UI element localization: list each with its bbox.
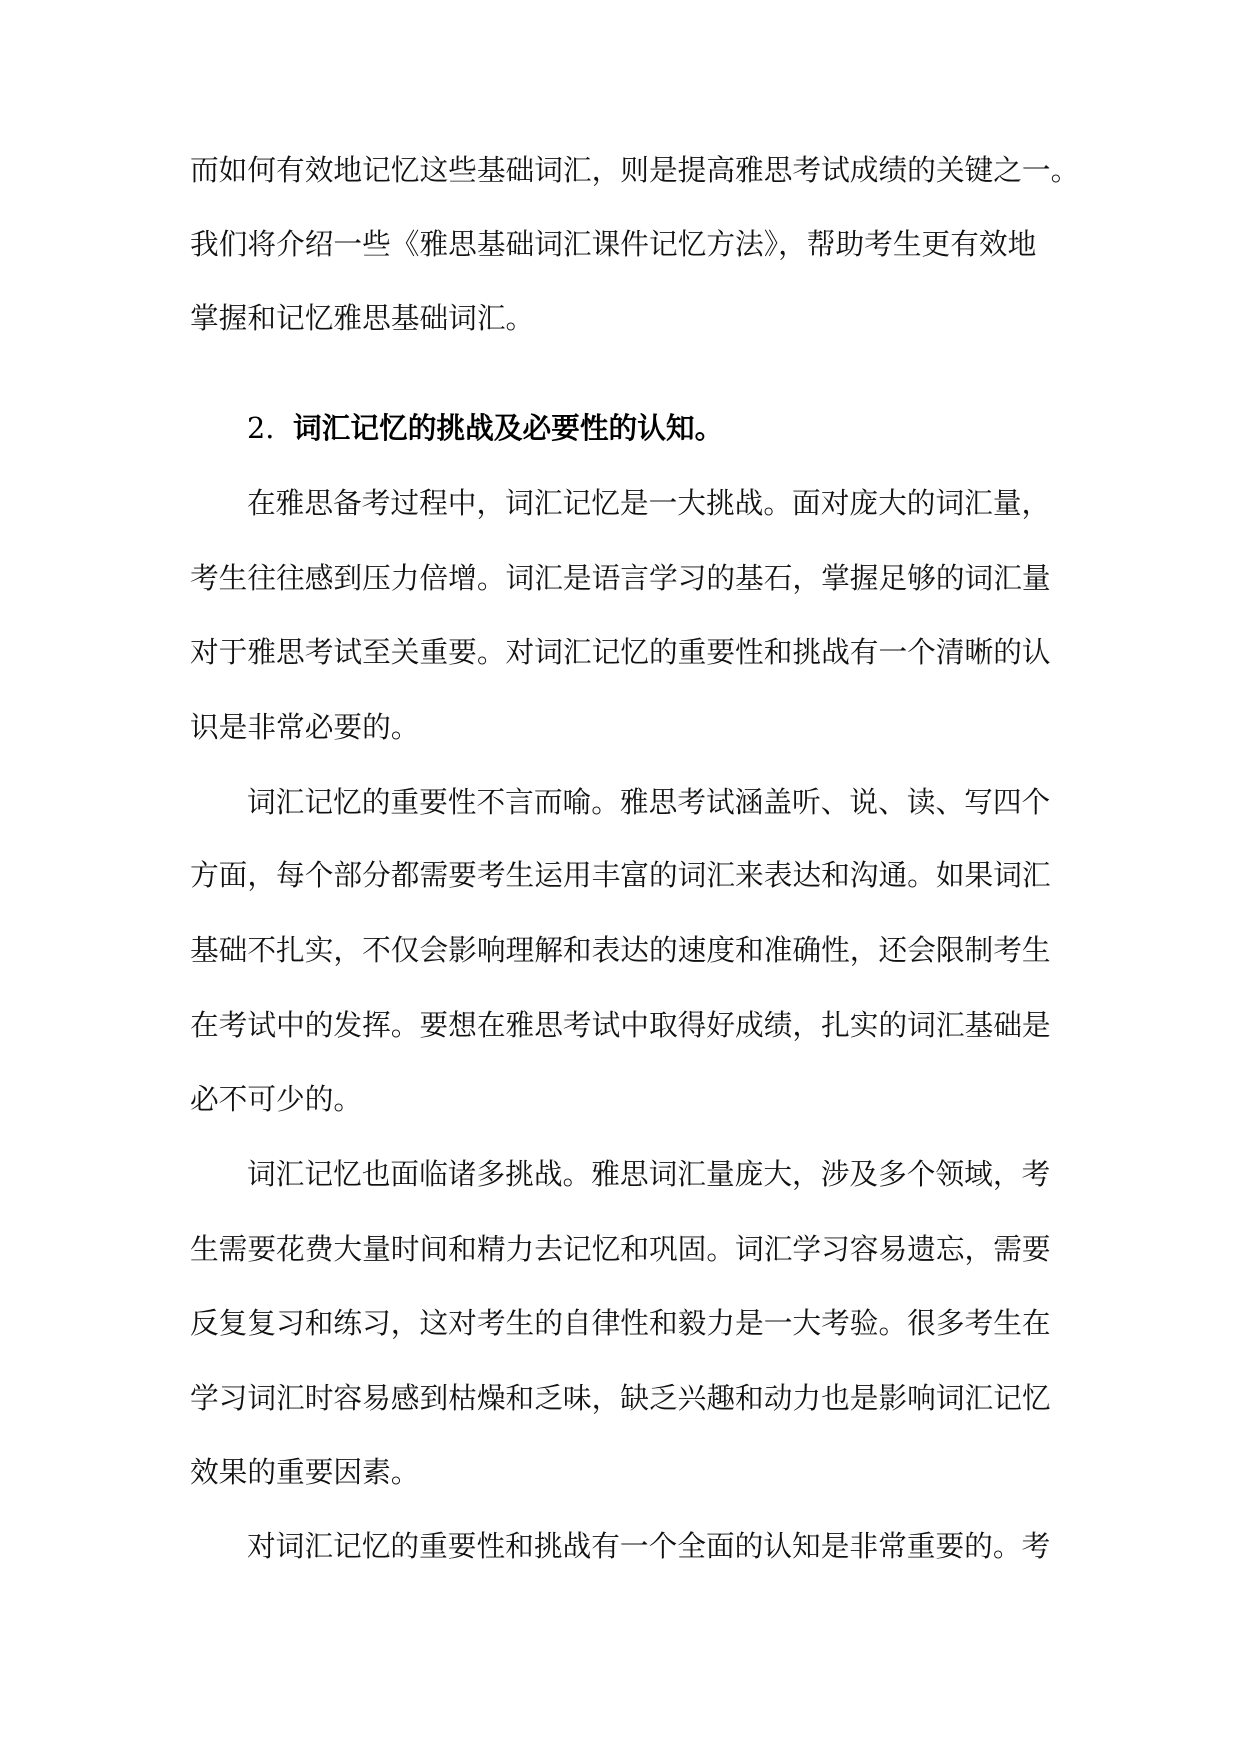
text-line: 反复复习和练习，这对考生的自律性和毅力是一大考验。很多考生在 [190, 1306, 1051, 1340]
text-line: 对词汇记忆的重要性和挑战有一个全面的认知是非常重要的。考 [247, 1529, 1051, 1563]
text-line: 必不可少的。 [190, 1082, 363, 1116]
section-heading [247, 410, 723, 446]
text-line: 效果的重要因素。 [190, 1455, 420, 1489]
text-line: 学习词汇时容易感到枯燥和乏味，缺乏兴趣和动力也是影响词汇记忆 [190, 1381, 1051, 1415]
text-line: 识是非常必要的。 [190, 710, 420, 744]
section-title: 词汇记忆的挑战及必要性的认知。 [293, 411, 724, 445]
section-number: 2. [247, 411, 275, 445]
text-line: 考生往往感到压力倍增。词汇是语言学习的基石，掌握足够的词汇量 [190, 561, 1051, 595]
text-line: 词汇记忆的重要性不言而喻。雅思考试涵盖听、说、读、写四个 [247, 785, 1051, 819]
text-line: 词汇记忆也面临诸多挑战。雅思词汇量庞大，涉及多个领域，考 [247, 1157, 1051, 1191]
text-line: 掌握和记忆雅思基础词汇。 [190, 301, 535, 335]
text-line: 方面，每个部分都需要考生运用丰富的词汇来表达和沟通。如果词汇 [190, 858, 1051, 892]
text-line: 我们将介绍一些《雅思基础词汇课件记忆方法》，帮助考生更有效地 [190, 227, 1037, 261]
text-line: 基础不扎实，不仅会影响理解和表达的速度和准确性，还会限制考生 [190, 933, 1051, 967]
text-line: 在雅思备考过程中，词汇记忆是一大挑战。面对庞大的词汇量， [247, 486, 1051, 520]
text-line: 生需要花费大量时间和精力去记忆和巩固。词汇学习容易遗忘，需要 [190, 1232, 1051, 1266]
text-line: 在考试中的发挥。要想在雅思考试中取得好成绩，扎实的词汇基础是 [190, 1008, 1051, 1042]
text-line: 而如何有效地记忆这些基础词汇，则是提高雅思考试成绩的关键之一。 [190, 153, 1080, 187]
text-line: 对于雅思考试至关重要。对词汇记忆的重要性和挑战有一个清晰的认 [190, 635, 1051, 669]
